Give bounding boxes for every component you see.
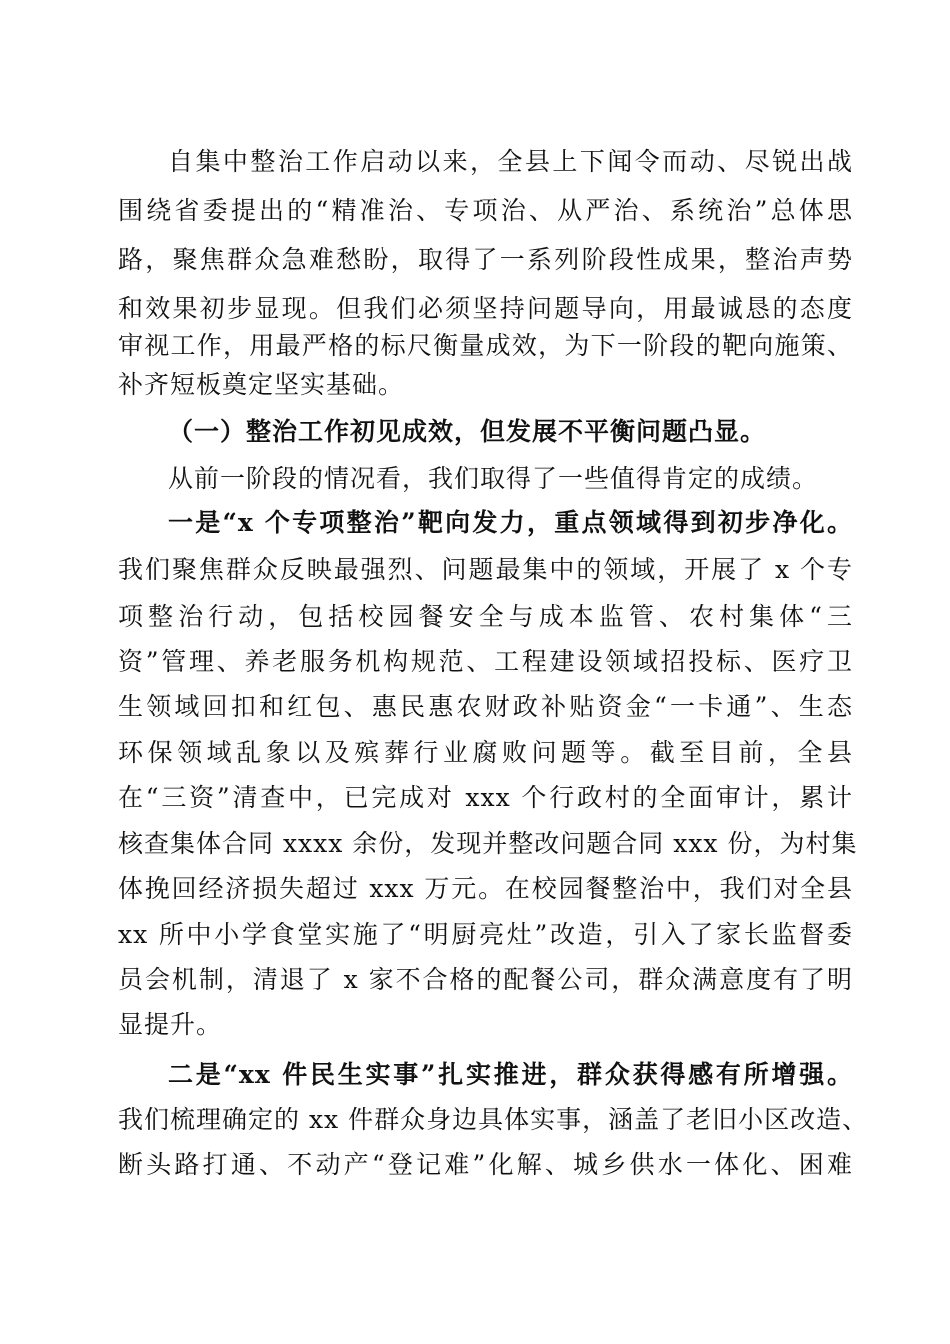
- paragraph-line: xx 所中小学食堂实施了“明厨亮灶”改造，引入了家长监督委: [118, 920, 853, 949]
- subheading-line: 二是“xx 件民生实事”扎实推进，群众获得感有所增强。: [168, 1060, 853, 1089]
- paragraph-line: 补齐短板奠定坚实基础。: [118, 370, 405, 399]
- paragraph-line: 环保领域乱象以及殡葬行业腐败问题等。截至目前，全县: [118, 738, 853, 767]
- paragraph-line: 体挽回经济损失超过 xxx 万元。在校园餐整治中，我们对全县: [118, 874, 853, 903]
- paragraph-line: 从前一阶段的情况看，我们取得了一些值得肯定的成绩。: [168, 464, 819, 493]
- paragraph-line: 在“三资”清查中，已完成对 xxx 个行政村的全面审计，累计: [118, 783, 853, 812]
- paragraph-line: 自集中整治工作启动以来，全县上下闻令而动、尽锐出战: [168, 147, 853, 176]
- paragraph-line: 我们聚焦群众反映最强烈、问题最集中的领域，开展了 x 个专: [118, 555, 853, 584]
- paragraph-line: 核查集体合同 xxxx 余份，发现并整改问题合同 xxx 份，为村集: [118, 829, 858, 858]
- paragraph-line: 员会机制，清退了 x 家不合格的配餐公司，群众满意度有了明: [118, 965, 853, 994]
- subheading-line: 一是“x 个专项整治”靶向发力，重点领域得到初步净化。: [168, 508, 853, 537]
- paragraph-line: 和效果初步显现。但我们必须坚持问题导向，用最诚恳的态度: [118, 294, 853, 323]
- paragraph-line: 审视工作，用最严格的标尺衡量成效，为下一阶段的靶向施策、: [118, 331, 853, 360]
- paragraph-line: 我们梳理确定的 xx 件群众身边具体实事，涵盖了老旧小区改造、: [118, 1105, 869, 1134]
- paragraph-line: 项整治行动，包括校园餐安全与成本监管、农村集体“三: [118, 602, 853, 631]
- paragraph-line: 路，聚焦群众急难愁盼，取得了一系列阶段性成果，整治声势: [118, 245, 853, 274]
- section-heading: （一）整治工作初见成效，但发展不平衡问题凸显。: [168, 417, 767, 446]
- paragraph-line: 围绕省委提出的“精准治、专项治、从严治、系统治”总体思: [118, 196, 853, 225]
- paragraph-line: 生领域回扣和红包、惠民惠农财政补贴资金“一卡通”、生态: [118, 692, 853, 721]
- paragraph-line: 资”管理、养老服务机构规范、工程建设领域招投标、医疗卫: [118, 647, 853, 676]
- paragraph-line: 断头路打通、不动产“登记难”化解、城乡供水一体化、困难: [118, 1150, 853, 1179]
- paragraph-line: 显提升。: [118, 1010, 223, 1039]
